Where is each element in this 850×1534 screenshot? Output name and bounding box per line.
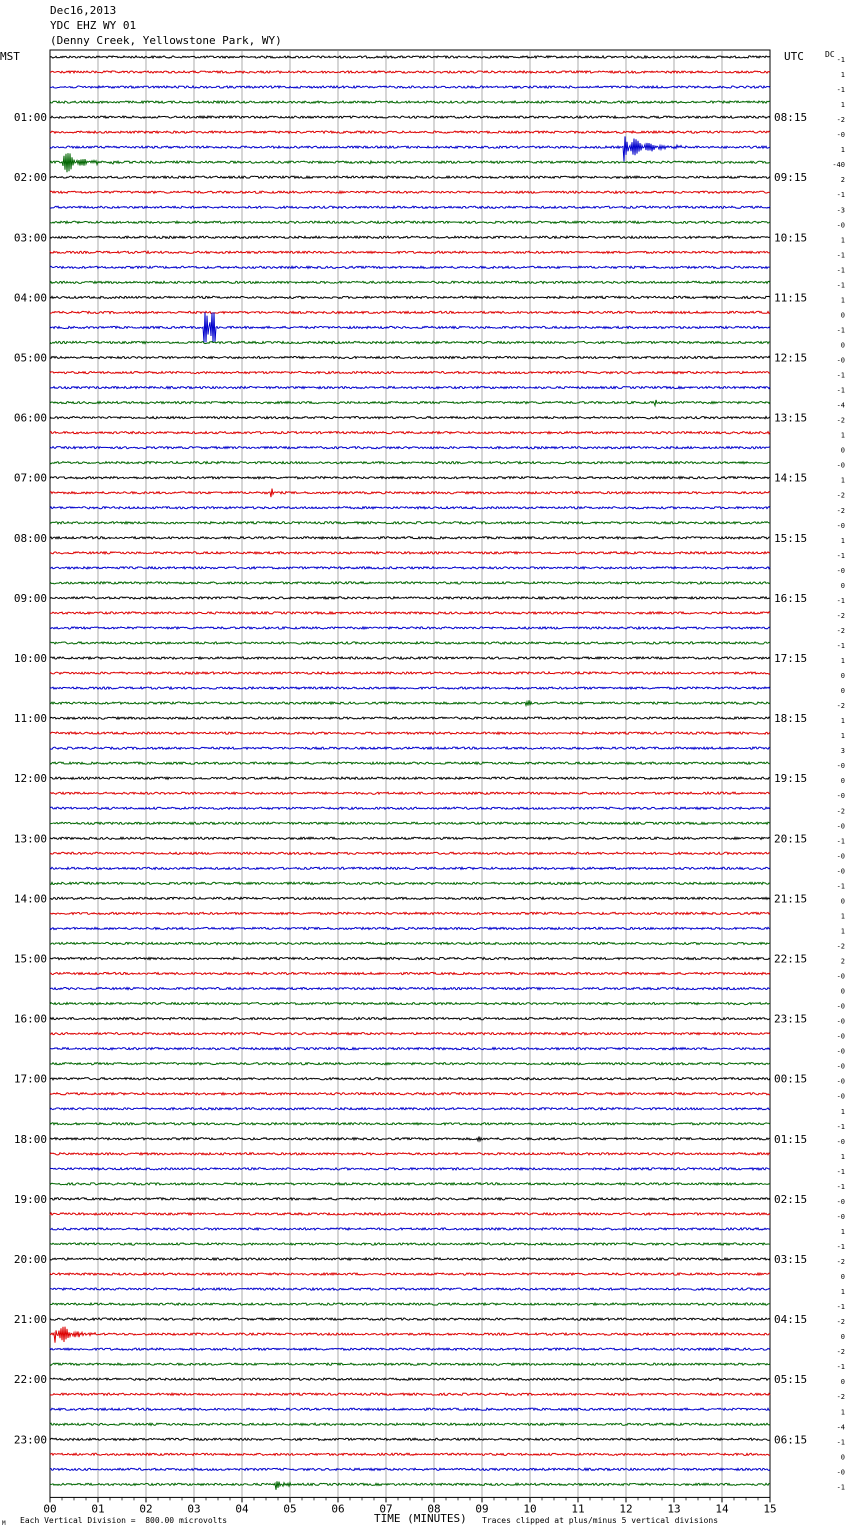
dc-offset-label: 2 bbox=[840, 957, 845, 966]
left-hour-label: 06:00 bbox=[13, 411, 47, 425]
seismic-trace bbox=[50, 642, 770, 644]
dc-offset-label: -0 bbox=[836, 566, 845, 575]
seismic-trace bbox=[50, 567, 770, 569]
left-hour-label: 23:00 bbox=[13, 1433, 47, 1447]
seismic-trace bbox=[50, 477, 770, 479]
dc-offset-label: 0 bbox=[840, 1378, 845, 1387]
left-hour-label: 10:00 bbox=[13, 652, 47, 665]
seismic-trace bbox=[50, 1108, 770, 1110]
dc-offset-label: 1 bbox=[840, 1408, 845, 1417]
seismic-trace bbox=[50, 1078, 770, 1080]
seismic-trace bbox=[50, 432, 770, 434]
right-hour-label: 05:15 bbox=[774, 1373, 808, 1387]
dc-offset-label: -0 bbox=[836, 461, 845, 470]
dc-offset-label: 0 bbox=[840, 987, 845, 996]
dc-offset-label: 0 bbox=[840, 1333, 845, 1342]
dc-offset-label: -0 bbox=[836, 1047, 845, 1056]
dc-offset-label: -1 bbox=[836, 251, 845, 260]
seismic-trace bbox=[50, 266, 770, 268]
left-hour-label: 01:00 bbox=[13, 111, 47, 125]
seismic-trace bbox=[50, 732, 770, 734]
dc-offset-label: 1 bbox=[840, 1107, 845, 1116]
seismic-trace bbox=[50, 837, 770, 839]
seismic-trace bbox=[50, 1348, 770, 1350]
dc-offset-label: 1 bbox=[840, 912, 845, 921]
dc-offset-label: 1 bbox=[840, 476, 845, 485]
seismic-trace bbox=[50, 71, 770, 73]
left-hour-label: 20:00 bbox=[13, 1253, 47, 1266]
seismic-trace bbox=[50, 522, 770, 524]
right-hour-label: 17:15 bbox=[774, 652, 808, 665]
dc-offset-label: -1 bbox=[836, 596, 845, 605]
seismic-trace bbox=[50, 1003, 770, 1005]
seismic-trace bbox=[50, 400, 770, 406]
x-tick-label: 12 bbox=[619, 1502, 633, 1516]
dc-label: DC bbox=[825, 50, 835, 59]
seismic-trace bbox=[50, 717, 770, 719]
seismic-trace bbox=[50, 537, 770, 539]
dc-offset-label: 1 bbox=[840, 296, 845, 305]
seismic-trace bbox=[50, 236, 770, 238]
dc-offset-label: 0 bbox=[840, 1273, 845, 1282]
dc-offset-label: 1 bbox=[840, 236, 845, 245]
dc-offset-label: -1 bbox=[836, 56, 845, 64]
dc-offset-label: -1 bbox=[836, 1242, 845, 1251]
seismic-trace bbox=[50, 153, 770, 172]
right-hour-label: 02:15 bbox=[774, 1192, 808, 1206]
dc-offset-label: 1 bbox=[840, 732, 845, 741]
seismic-trace bbox=[50, 777, 770, 779]
seismic-trace bbox=[50, 1048, 770, 1050]
seismic-trace bbox=[50, 341, 770, 343]
dc-offset-label: -0 bbox=[836, 1092, 845, 1101]
dc-offset-label: 0 bbox=[840, 341, 845, 350]
x-tick-label: 11 bbox=[571, 1502, 585, 1516]
x-tick-label: 05 bbox=[283, 1502, 297, 1516]
left-hour-label: 18:00 bbox=[13, 1132, 47, 1146]
dc-offset-label: 2 bbox=[840, 176, 845, 185]
seismic-trace bbox=[50, 1183, 770, 1185]
right-timezone-label: UTC bbox=[784, 50, 804, 63]
dc-offset-label: -0 bbox=[836, 1197, 845, 1206]
seismic-trace bbox=[50, 1481, 770, 1490]
dc-offset-label: -0 bbox=[836, 1468, 845, 1477]
right-hour-label: 06:15 bbox=[774, 1433, 808, 1447]
seismic-trace bbox=[50, 356, 770, 358]
seismic-trace bbox=[50, 311, 770, 313]
dc-offset-label: -2 bbox=[836, 491, 845, 500]
dc-offset-label: -2 bbox=[836, 116, 845, 125]
x-tick-label: 15 bbox=[763, 1502, 777, 1516]
dc-offset-label: -1 bbox=[836, 281, 845, 290]
seismic-trace bbox=[50, 912, 770, 914]
dc-offset-label: 1 bbox=[840, 927, 845, 936]
x-tick-label: 09 bbox=[475, 1502, 489, 1516]
left-hour-label: 16:00 bbox=[13, 1012, 47, 1026]
dc-offset-label: -1 bbox=[836, 882, 845, 891]
dc-offset-label: 0 bbox=[840, 1453, 845, 1462]
x-tick-label: 02 bbox=[139, 1502, 153, 1516]
dc-offset-label: 0 bbox=[840, 446, 845, 455]
dc-offset-label: -1 bbox=[836, 191, 845, 200]
seismic-trace bbox=[50, 1213, 770, 1215]
seismic-trace bbox=[50, 942, 770, 944]
dc-offset-label: -0 bbox=[836, 792, 845, 801]
dc-offset-label: -0 bbox=[836, 852, 845, 861]
seismic-trace bbox=[50, 1423, 770, 1425]
dc-offset-label: -0 bbox=[836, 1032, 845, 1041]
right-hour-label: 14:15 bbox=[774, 471, 808, 485]
right-hour-label: 18:15 bbox=[774, 712, 808, 726]
footer-scale-note: Each Vertical Division = 800.00 microvolts bbox=[20, 1516, 228, 1525]
dc-offset-label: -1 bbox=[836, 837, 845, 846]
right-hour-label: 01:15 bbox=[774, 1132, 808, 1146]
seismic-trace bbox=[50, 762, 770, 764]
x-tick-label: 07 bbox=[379, 1502, 393, 1516]
seismic-trace bbox=[50, 221, 770, 223]
seismic-trace bbox=[50, 747, 770, 749]
seismic-trace bbox=[50, 1228, 770, 1230]
seismic-trace bbox=[50, 687, 770, 689]
seismic-trace bbox=[50, 1063, 770, 1065]
seismic-trace bbox=[50, 417, 770, 419]
dc-offset-label: -2 bbox=[836, 1258, 845, 1266]
right-hour-label: 20:15 bbox=[774, 832, 808, 846]
dc-offset-label: -1 bbox=[836, 266, 845, 275]
seismic-trace bbox=[50, 882, 770, 884]
seismic-trace bbox=[50, 1318, 770, 1320]
dc-offset-label: -2 bbox=[836, 1318, 845, 1327]
dc-offset-label: -2 bbox=[836, 1393, 845, 1402]
left-hour-label: 21:00 bbox=[13, 1313, 47, 1327]
seismic-trace bbox=[50, 807, 770, 809]
seismic-trace bbox=[50, 312, 770, 342]
dc-offset-label: 0 bbox=[840, 581, 845, 590]
seismic-trace bbox=[50, 281, 770, 283]
dc-offset-label: 1 bbox=[840, 536, 845, 545]
dc-offset-label: -1 bbox=[836, 86, 845, 95]
seismic-trace bbox=[50, 1198, 770, 1200]
dc-offset-label: -2 bbox=[836, 942, 845, 951]
left-hour-label: 02:00 bbox=[13, 171, 47, 185]
dc-offset-label: 1 bbox=[840, 71, 845, 80]
right-hour-label: 19:15 bbox=[774, 772, 808, 786]
right-hour-label: 22:15 bbox=[774, 952, 808, 966]
dc-offset-label: 1 bbox=[840, 101, 845, 110]
dc-offset-label: 1 bbox=[840, 717, 845, 726]
seismic-trace bbox=[50, 1033, 770, 1035]
left-hour-label: 17:00 bbox=[13, 1072, 47, 1086]
seismic-trace bbox=[50, 1363, 770, 1365]
seismic-trace bbox=[50, 1093, 770, 1095]
x-axis-title: TIME (MINUTES) bbox=[374, 1512, 467, 1525]
footer-clip-note: Traces clipped at plus/minus 5 vertical divisions bbox=[482, 1516, 719, 1525]
seismic-trace bbox=[50, 1123, 770, 1125]
x-tick-label: 08 bbox=[427, 1502, 441, 1516]
left-hour-label: 11:00 bbox=[13, 712, 47, 726]
seismic-trace bbox=[50, 131, 770, 133]
dc-offset-label: -1 bbox=[836, 386, 845, 395]
seismic-trace bbox=[50, 672, 770, 674]
seismic-trace bbox=[50, 1258, 770, 1260]
seismic-trace bbox=[50, 1378, 770, 1380]
right-hour-label: 09:15 bbox=[774, 171, 808, 185]
dc-offset-label: -0 bbox=[836, 1062, 845, 1071]
dc-offset-label: -0 bbox=[836, 867, 845, 876]
seismic-trace bbox=[50, 1408, 770, 1410]
seismic-trace bbox=[50, 1438, 770, 1440]
dc-offset-label: -0 bbox=[836, 1077, 845, 1086]
footer-corner-mark: M bbox=[2, 1520, 6, 1527]
right-hour-label: 10:15 bbox=[774, 231, 808, 245]
seismic-trace bbox=[50, 867, 770, 869]
dc-offset-label: 1 bbox=[840, 1227, 845, 1236]
left-hour-label: 14:00 bbox=[13, 892, 47, 906]
seismic-trace bbox=[50, 1288, 770, 1290]
dc-offset-label: -0 bbox=[836, 356, 845, 365]
dc-offset-label: -1 bbox=[836, 1438, 845, 1447]
dc-offset-label: 1 bbox=[840, 1288, 845, 1297]
seismic-trace bbox=[50, 507, 770, 509]
dc-offset-label: -2 bbox=[836, 807, 845, 816]
dc-offset-label: -1 bbox=[836, 1122, 845, 1131]
x-tick-label: 03 bbox=[187, 1502, 201, 1516]
left-hour-label: 07:00 bbox=[13, 471, 47, 485]
dc-offset-label: -1 bbox=[836, 371, 845, 380]
x-tick-label: 06 bbox=[331, 1502, 345, 1516]
dc-offset-label: 0 bbox=[840, 311, 845, 320]
right-hour-label: 11:15 bbox=[774, 291, 808, 305]
right-hour-label: 15:15 bbox=[774, 531, 808, 545]
left-hour-label: 08:00 bbox=[13, 531, 47, 545]
seismic-trace bbox=[50, 176, 770, 178]
seismic-trace bbox=[50, 101, 770, 103]
dc-offset-label: 1 bbox=[840, 1152, 845, 1161]
dc-offset-label: -1 bbox=[836, 1182, 845, 1191]
x-tick-label: 10 bbox=[523, 1502, 537, 1516]
header-date: Dec16,2013 bbox=[50, 4, 117, 17]
dc-offset-label: 0 bbox=[840, 687, 845, 696]
header-location: (Denny Creek, Yellowstone Park, WY) bbox=[50, 34, 282, 47]
seismic-trace bbox=[50, 387, 770, 389]
left-hour-label: 19:00 bbox=[13, 1192, 47, 1206]
right-hour-label: 21:15 bbox=[774, 892, 808, 906]
seismic-trace bbox=[50, 657, 770, 659]
dc-offset-label: -0 bbox=[836, 1017, 845, 1026]
seismic-trace bbox=[50, 462, 770, 464]
dc-offset-label: 1 bbox=[840, 657, 845, 665]
seismic-trace bbox=[50, 206, 770, 208]
seismic-trace bbox=[50, 1303, 770, 1305]
dc-offset-label: -4 bbox=[836, 401, 845, 410]
right-hour-label: 00:15 bbox=[774, 1072, 808, 1086]
dc-offset-label: -2 bbox=[836, 626, 845, 635]
dc-offset-label: 0 bbox=[840, 672, 845, 681]
seismic-trace bbox=[50, 1273, 770, 1275]
dc-offset-label: -1 bbox=[836, 551, 845, 560]
seismic-trace bbox=[50, 700, 770, 705]
dc-offset-label: -0 bbox=[836, 131, 845, 140]
seismic-trace bbox=[50, 296, 770, 298]
seismic-trace bbox=[50, 1453, 770, 1455]
seismic-trace bbox=[50, 86, 770, 88]
header-station: YDC EHZ WY 01 bbox=[50, 19, 137, 32]
left-timezone-label: MST bbox=[0, 50, 20, 63]
seismic-trace bbox=[50, 191, 770, 193]
seismic-trace bbox=[50, 447, 770, 449]
x-tick-label: 01 bbox=[91, 1502, 105, 1516]
seismic-trace bbox=[50, 1243, 770, 1245]
seismic-trace bbox=[50, 371, 770, 373]
left-hour-label: 09:00 bbox=[13, 591, 47, 605]
dc-offset-label: -1 bbox=[836, 1167, 845, 1176]
dc-offset-label: -0 bbox=[836, 521, 845, 530]
dc-offset-label: -1 bbox=[836, 326, 845, 335]
right-hour-label: 03:15 bbox=[774, 1253, 808, 1266]
seismic-trace bbox=[50, 582, 770, 584]
right-hour-label: 04:15 bbox=[774, 1313, 808, 1327]
right-hour-label: 16:15 bbox=[774, 591, 808, 605]
left-hour-label: 03:00 bbox=[13, 231, 47, 245]
seismic-trace bbox=[50, 852, 770, 854]
seismic-trace bbox=[50, 972, 770, 974]
dc-offset-label: -0 bbox=[836, 972, 845, 981]
seismic-trace bbox=[50, 56, 770, 58]
dc-offset-label: -1 bbox=[836, 1483, 845, 1492]
dc-offset-label: -4 bbox=[836, 1423, 845, 1432]
dc-offset-label: -2 bbox=[836, 506, 845, 515]
x-tick-label: 13 bbox=[667, 1502, 681, 1516]
seismic-trace bbox=[50, 627, 770, 629]
seismic-trace bbox=[50, 822, 770, 824]
seismic-trace bbox=[50, 1018, 770, 1020]
seismic-trace bbox=[50, 1153, 770, 1155]
seismic-trace bbox=[50, 489, 770, 498]
dc-offset-label: 3 bbox=[840, 747, 845, 756]
seismic-trace bbox=[50, 612, 770, 614]
dc-offset-label: -1 bbox=[836, 1303, 845, 1312]
left-hour-label: 13:00 bbox=[13, 832, 47, 846]
left-hour-label: 12:00 bbox=[13, 772, 47, 786]
dc-offset-label: -2 bbox=[836, 611, 845, 620]
seismic-trace bbox=[50, 927, 770, 929]
right-hour-label: 08:15 bbox=[774, 111, 808, 125]
dc-offset-label: -0 bbox=[836, 1002, 845, 1011]
dc-offset-label: -0 bbox=[836, 762, 845, 771]
dc-offset-label: 1 bbox=[840, 431, 845, 440]
seismic-trace bbox=[50, 251, 770, 253]
left-hour-label: 15:00 bbox=[13, 952, 47, 966]
seismic-trace bbox=[50, 1168, 770, 1170]
dc-offset-label: -2 bbox=[836, 702, 845, 711]
seismic-trace bbox=[50, 116, 770, 118]
x-tick-label: 14 bbox=[715, 1502, 729, 1516]
dc-offset-label: -2 bbox=[836, 416, 845, 425]
right-hour-label: 23:15 bbox=[774, 1012, 808, 1026]
dc-offset-label: -2 bbox=[836, 1348, 845, 1357]
dc-offset-label: -40 bbox=[832, 161, 845, 170]
left-hour-label: 04:00 bbox=[13, 291, 47, 305]
seismic-trace bbox=[50, 988, 770, 990]
right-hour-label: 13:15 bbox=[774, 411, 808, 425]
seismic-trace bbox=[50, 957, 770, 959]
x-tick-label: 04 bbox=[235, 1502, 249, 1516]
left-hour-label: 22:00 bbox=[13, 1373, 47, 1387]
seismic-trace bbox=[50, 1393, 770, 1395]
seismic-trace bbox=[50, 1468, 770, 1470]
dc-offset-label: -1 bbox=[836, 1363, 845, 1372]
seismic-trace bbox=[50, 792, 770, 794]
dc-offset-label: -0 bbox=[836, 221, 845, 230]
dc-offset-label: 1 bbox=[840, 146, 845, 155]
seismic-trace bbox=[50, 136, 770, 161]
seismic-trace bbox=[50, 552, 770, 554]
dc-offset-label: -0 bbox=[836, 1137, 845, 1146]
left-hour-label: 05:00 bbox=[13, 351, 47, 365]
dc-offset-label: -1 bbox=[836, 641, 845, 650]
right-hour-label: 12:15 bbox=[774, 351, 808, 365]
seismic-trace bbox=[50, 597, 770, 599]
dc-offset-label: 0 bbox=[840, 897, 845, 906]
seismic-trace bbox=[50, 1137, 770, 1141]
dc-offset-label: -0 bbox=[836, 822, 845, 831]
dc-offset-label: 0 bbox=[840, 777, 845, 786]
dc-offset-label: -3 bbox=[836, 206, 845, 215]
x-tick-label: 00 bbox=[43, 1502, 57, 1516]
seismic-trace bbox=[50, 897, 770, 899]
dc-offset-label: -0 bbox=[836, 1212, 845, 1221]
seismic-trace bbox=[50, 1327, 770, 1343]
